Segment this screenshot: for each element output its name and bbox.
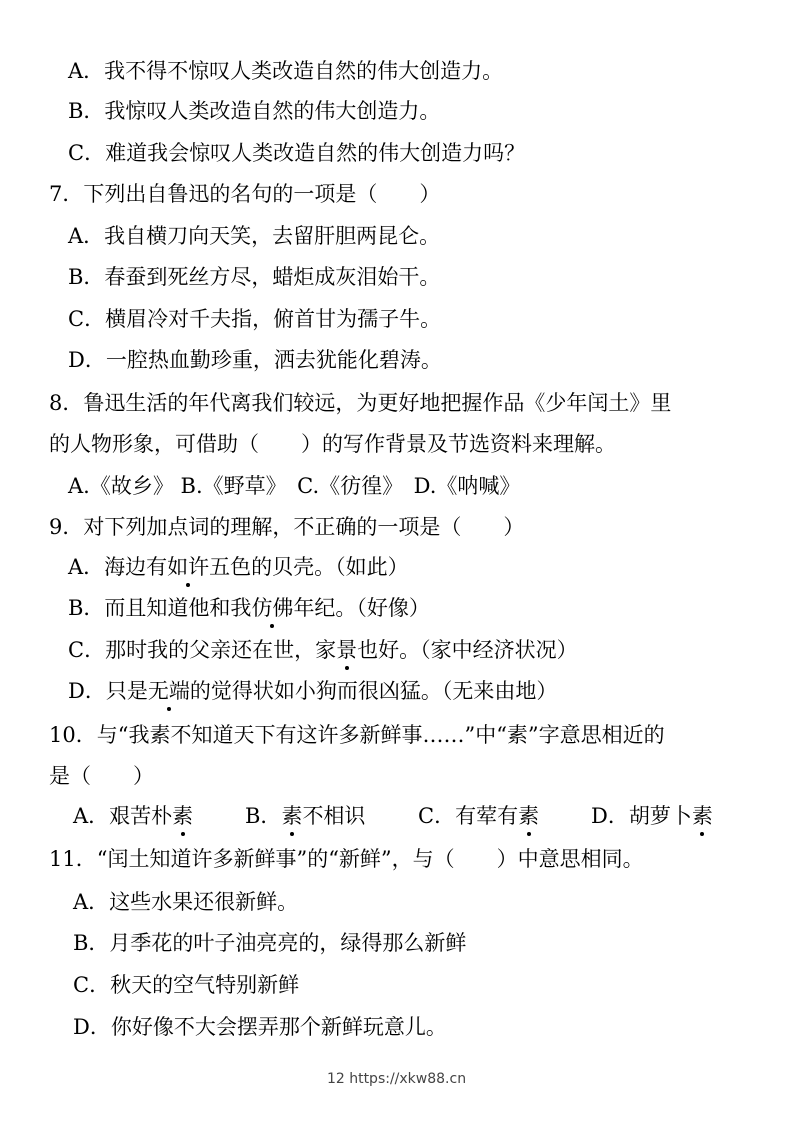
- q11-option-a: A．这些水果还很新鲜。: [73, 890, 299, 914]
- q10-d-dotted-char: 素: [691, 804, 713, 828]
- q11-option-d: D．你好像不大会摆弄那个新鲜玩意儿。: [73, 1015, 447, 1039]
- q7-option-b: B．春蚕到死丝方尽，蜡炬成灰泪始干。: [68, 265, 441, 289]
- q8-stem-line2: 的人物形象，可借助（ ）的写作背景及节选资料来理解。: [49, 432, 616, 456]
- q9-stem: 9．对下列加点词的理解，不正确的一项是（ ）: [49, 515, 525, 539]
- q6-option-b: B．我惊叹人类改造自然的伟大创造力。: [68, 99, 441, 123]
- q9-d-dotted-word: 无端: [147, 679, 190, 703]
- q10-b-post: 不相识: [302, 804, 366, 828]
- q10-c-dotted-char: 素: [518, 804, 540, 828]
- q10-option-d: [591, 802, 713, 830]
- q8-options: A.《故乡》 B.《野草》 C.《彷徨》 D.《呐喊》: [68, 474, 521, 498]
- q9-c-pre: C．那时我的父亲还在世，家: [68, 638, 337, 662]
- q6-option-c: C．难道我会惊叹人类改造自然的伟大创造力吗？: [68, 141, 526, 165]
- q10-b-dotted-char: 素: [281, 804, 303, 828]
- q9-a-pre: A．海边有: [68, 555, 168, 579]
- q9-b-pre: B．而且知道他和我: [68, 596, 252, 620]
- q10-a-dotted-char: 素: [172, 804, 194, 828]
- q9-option-a: [68, 553, 409, 581]
- q9-d-pre: D．只是: [68, 679, 148, 703]
- q10-option-b: [245, 802, 365, 830]
- q10-d-pre: D．胡萝卜: [591, 804, 692, 828]
- q9-b-post: 年纪。（好像）: [293, 596, 430, 620]
- q7-option-c: C．横眉冷对千夫指，俯首甘为孺子牛。: [68, 307, 442, 331]
- q9-option-b: [68, 594, 430, 622]
- q9-d-post: 的觉得状如小狗而很凶猛。（无来由地）: [189, 679, 558, 703]
- q9-b-dotted-word: 仿佛: [251, 596, 294, 620]
- q9-c-post: 也好。（家中经济状况）: [357, 638, 578, 662]
- q10-b-pre: B．: [245, 804, 282, 828]
- q11-stem: 11．“闰土知道许多新鲜事”的“新鲜”，与（ ）中意思相同。: [49, 847, 644, 871]
- q10-c-pre: C．有荤有: [418, 804, 519, 828]
- q10-a-pre: A．艰苦朴: [73, 804, 173, 828]
- q7-stem: 7．下列出自鲁迅的名句的一项是（ ）: [49, 182, 441, 206]
- q9-option-c: [68, 636, 578, 664]
- q10-option-c: [418, 802, 539, 830]
- q10-stem-line2: 是（ ）: [49, 764, 154, 788]
- page-footer: 12 https://xkw88.cn: [326, 1071, 467, 1087]
- q7-option-d: D．一腔热血勤珍重，洒去犹能化碧涛。: [68, 348, 442, 372]
- q7-option-a: A．我自横刀向天笑，去留肝胆两昆仑。: [68, 224, 441, 248]
- q9-c-dotted-word: 景: [336, 638, 358, 662]
- q6-option-a: A．我不得不惊叹人类改造自然的伟大创造力。: [68, 59, 504, 83]
- q9-a-post: 五色的贝壳。（如此）: [209, 555, 409, 579]
- q11-option-c: C．秋天的空气特别新鲜: [73, 973, 300, 997]
- q9-a-dotted-word: 如许: [167, 555, 210, 579]
- q9-option-d: [68, 677, 557, 705]
- q10-stem-line1: 10．与“我素不知道天下有这许多新鲜事……”中“素”字意思相近的: [49, 723, 665, 747]
- q11-option-b: B．月季花的叶子油亮亮的，绿得那么新鲜: [73, 931, 467, 955]
- q8-stem-line1: 8．鲁迅生活的年代离我们较远，为更好地把握作品《少年闰土》里: [49, 391, 672, 415]
- q10-option-a: [73, 802, 193, 830]
